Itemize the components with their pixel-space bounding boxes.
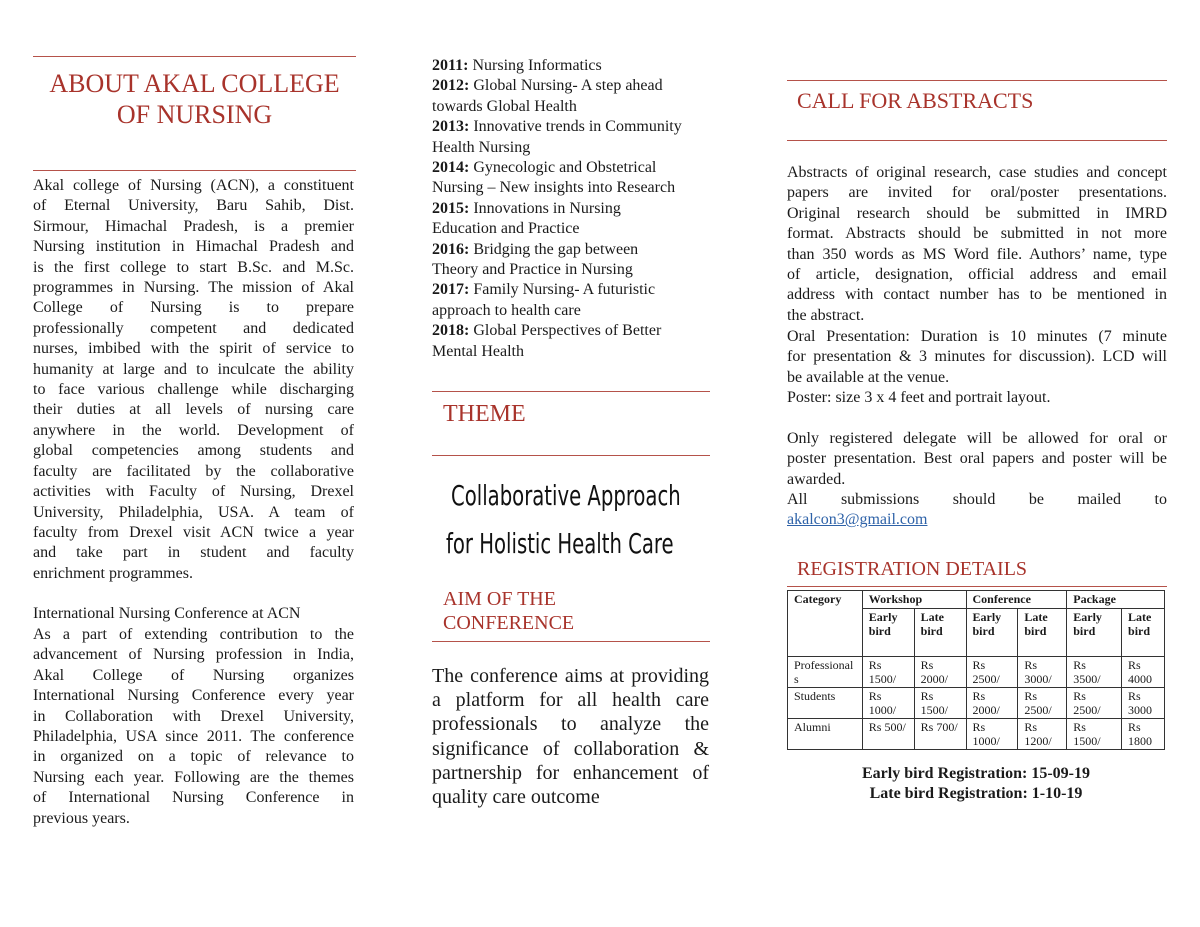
price-cell: Rs 3500/ xyxy=(1067,657,1122,688)
text-line: Nursing institution in Himachal Pradesh and xyxy=(33,238,354,256)
price-cell: Rs 2500/ xyxy=(1018,688,1067,719)
theme-item xyxy=(432,117,722,158)
price-cell: Rs 3000/ xyxy=(1018,657,1067,688)
theme-item xyxy=(432,280,722,321)
conference-intro-body xyxy=(33,625,354,829)
abstracts-body xyxy=(787,163,1167,326)
price-cell: Rs 2000/ xyxy=(966,688,1018,719)
price-cell: Rs 1500/ xyxy=(1067,719,1122,750)
divider xyxy=(787,80,1167,81)
eligibility-info xyxy=(787,429,1167,490)
theme-year: 2012: xyxy=(432,77,470,95)
theme-text: Theory and Practice in Nursing xyxy=(432,261,633,279)
theme-text: Innovations in Nursing xyxy=(473,199,621,217)
theme-text: Education and Practice xyxy=(432,220,580,238)
divider xyxy=(432,391,710,392)
aim-heading: AIM OF THE CONFERENCE xyxy=(443,588,575,634)
conference-intro xyxy=(33,604,354,624)
theme-text: Bridging the gap between xyxy=(473,240,639,258)
theme-heading: THEME xyxy=(443,401,526,427)
text-line: in Collaboration with Drexel University, xyxy=(33,707,354,725)
subheader-cell: Late bird xyxy=(1122,609,1165,657)
text-line: professionally competent and dedicated xyxy=(33,319,354,337)
text-line: programmes in Nursing. The mission of Akal xyxy=(33,279,354,297)
category-header: Category xyxy=(788,591,863,657)
about-heading: ABOUT AKAL COLLEGE OF NURSING xyxy=(49,69,340,129)
text-line: of International Nursing Conference in xyxy=(33,789,354,807)
text-line: the abstract. xyxy=(787,306,865,324)
theme-item xyxy=(432,158,722,199)
price-cell: Rs 1500/ xyxy=(914,688,966,719)
text-line: previous years. xyxy=(33,809,130,827)
text-line: global competencies among students and xyxy=(33,442,354,460)
subheader-cell: Late bird xyxy=(1018,609,1067,657)
late-bird-date: Late bird Registration: 1-10-19 xyxy=(869,785,1083,803)
table-header-row xyxy=(788,591,1165,609)
theme-text: Gynecologic and Obstetrical xyxy=(473,159,657,177)
price-cell: Rs 2500/ xyxy=(966,657,1018,688)
divider xyxy=(33,56,356,57)
table-row xyxy=(788,719,1165,750)
text-line: International Nursing Conference every year xyxy=(33,687,354,705)
text-line: significance of collaboration & xyxy=(432,737,709,760)
theme-text: Family Nursing- A futuristic xyxy=(473,281,656,299)
price-cell: Rs 1800 xyxy=(1122,719,1165,750)
subheader-cell: Early bird xyxy=(966,609,1018,657)
text-line: Oral Presentation: Duration is 10 minutes (7 minute xyxy=(787,328,1167,345)
text-line: nurses, imbibed with the spirit of service to xyxy=(33,340,354,358)
text-line: professionals to analyze the xyxy=(432,713,709,736)
abstracts-heading: CALL FOR ABSTRACTS xyxy=(797,88,1034,113)
text-line: Only registered delegate will be allowed for oral or xyxy=(787,430,1167,447)
table-row xyxy=(788,688,1165,719)
text-line: Philadelphia, USA since 2011. The conference xyxy=(33,728,354,746)
theme-year: 2016: xyxy=(432,240,470,258)
theme-year: 2011: xyxy=(432,57,469,74)
theme-text: Global Perspectives of Better xyxy=(473,322,662,340)
theme-text: Global Nursing- A step ahead xyxy=(473,77,663,95)
about-body xyxy=(33,176,354,584)
theme-item xyxy=(432,199,722,240)
text-line: to face various challenge while discharging xyxy=(33,381,354,399)
theme-item xyxy=(432,56,722,76)
text-line: enrichment programmes. xyxy=(33,564,193,582)
text-line: papers are invited for oral/poster presentations. xyxy=(787,184,1167,202)
text-line: for presentation & 3 minutes for discussion). LCD will xyxy=(787,348,1167,366)
email-link[interactable]: akalcon3@gmail.com xyxy=(787,511,928,529)
text-line: Akal college of Nursing (ACN), a constituent xyxy=(33,177,354,194)
text-line: be available at the venue. xyxy=(787,368,950,386)
theme-text: Nursing Informatics xyxy=(472,57,602,74)
text-line: awarded. xyxy=(787,470,846,488)
price-cell: Rs 2500/ xyxy=(1067,688,1122,719)
text-line: activities with Faculty of Nursing, Drexel xyxy=(33,483,354,501)
text-line: Akal College of Nursing organizes xyxy=(33,666,354,684)
text-line: faculty are facilitated by the collaborative xyxy=(33,462,354,480)
text-line: format. Abstracts should be submitted in not more xyxy=(787,225,1167,243)
divider xyxy=(432,641,710,642)
table-row xyxy=(788,657,1165,688)
divider xyxy=(33,170,356,171)
theme-text: Nursing – New insights into Research xyxy=(432,179,676,197)
subheader-cell: Early bird xyxy=(1067,609,1122,657)
text-line: Nursing each year. Following are the themes xyxy=(33,768,354,786)
registration-dates xyxy=(787,764,1165,805)
text-line: University, Philadelphia, USA. A team of xyxy=(33,503,354,521)
text-line: faculty from Drexel visit ACN twice a year xyxy=(33,523,354,541)
theme-year: 2014: xyxy=(432,159,470,177)
divider xyxy=(787,586,1167,587)
text-line: of Eternal University, Baru Sahib, Dist. xyxy=(33,197,354,215)
early-bird-date: Early bird Registration: 15-09-19 xyxy=(862,765,1090,782)
text-line: a platform for all health care xyxy=(432,689,709,712)
text-line: of article, designation, official address and email xyxy=(787,266,1167,284)
divider xyxy=(432,455,710,456)
poster-info: Poster: size 3 x 4 feet and portrait layout. xyxy=(787,389,1051,406)
previous-themes-list xyxy=(432,56,722,362)
text-line: Sirmour, Himachal Pradesh, is a premier xyxy=(33,217,354,235)
divider xyxy=(787,140,1167,141)
registration-heading: REGISTRATION DETAILS xyxy=(797,558,1028,580)
category-cell: Alumni xyxy=(788,719,863,750)
subheader-cell: Late bird xyxy=(914,609,966,657)
text-line: Abstracts of original research, case studies and concept xyxy=(787,164,1167,181)
price-cell: Rs 3000 xyxy=(1122,688,1165,719)
theme-text: Health Nursing xyxy=(432,138,531,156)
theme-title-line2: for Holistic Health Care xyxy=(446,527,674,560)
conference-header: Conference xyxy=(966,591,1067,609)
registration-table xyxy=(787,590,1165,750)
theme-text: towards Global Health xyxy=(432,97,577,115)
price-cell: Rs 1000/ xyxy=(966,719,1018,750)
price-cell: Rs 1200/ xyxy=(1018,719,1067,750)
text-line: address with contact number has to be mentioned in xyxy=(787,286,1167,304)
text-line: quality care outcome xyxy=(432,786,600,809)
price-cell: Rs 500/ xyxy=(862,719,914,750)
theme-item xyxy=(432,240,722,281)
theme-item xyxy=(432,76,722,117)
category-cell: Students xyxy=(788,688,863,719)
theme-year: 2017: xyxy=(432,281,470,299)
theme-text: Innovative trends in Community xyxy=(473,118,682,136)
oral-presentation xyxy=(787,327,1167,388)
text-line: College of Nursing is to prepare xyxy=(33,299,354,317)
theme-year: 2018: xyxy=(432,322,470,340)
text-line: Original research should be submitted in IMRD xyxy=(787,204,1167,222)
text-line: anywhere in the world. Development of xyxy=(33,421,354,439)
theme-year: 2015: xyxy=(432,199,470,217)
text-line: The conference aims at providing xyxy=(432,665,709,687)
theme-year: 2013: xyxy=(432,118,470,136)
theme-title-line1: Collaborative Approach xyxy=(451,479,681,512)
price-cell: Rs 700/ xyxy=(914,719,966,750)
price-cell: Rs 1000/ xyxy=(862,688,914,719)
workshop-header: Workshop xyxy=(862,591,966,609)
text-line: advancement of Nursing profession in India, xyxy=(33,646,354,664)
text-line: poster presentation. Best oral papers and poster will be xyxy=(787,450,1167,468)
text-line: is the first college to start B.Sc. and M.Sc. xyxy=(33,258,354,276)
category-cell: Professionals xyxy=(788,657,863,688)
text-line: their duties at all levels of nursing care xyxy=(33,401,354,419)
theme-text: approach to health care xyxy=(432,301,581,319)
text-line: As a part of extending contribution to the xyxy=(33,626,354,643)
subheader-cell: Early bird xyxy=(862,609,914,657)
text-line: and take part in student and faculty xyxy=(33,544,354,562)
theme-item xyxy=(432,321,722,362)
price-cell: Rs 4000 xyxy=(1122,657,1165,688)
submission-info xyxy=(787,490,1167,531)
aim-body xyxy=(432,664,709,809)
package-header: Package xyxy=(1067,591,1165,609)
submission-line: All submissions should be mailed to xyxy=(787,491,1167,508)
price-cell: Rs 1500/ xyxy=(862,657,914,688)
text-line: than 350 words as MS Word file. Authors’ name, type xyxy=(787,245,1167,263)
conference-intro-heading: International Nursing Conference at ACN xyxy=(33,605,301,622)
theme-text: Mental Health xyxy=(432,342,524,360)
text-line: partnership for enhancement of xyxy=(432,761,709,784)
text-line: in organized on a topic of relevance to xyxy=(33,748,354,766)
price-cell: Rs 2000/ xyxy=(914,657,966,688)
text-line: humanity at large and to inculcate the ability xyxy=(33,360,354,378)
